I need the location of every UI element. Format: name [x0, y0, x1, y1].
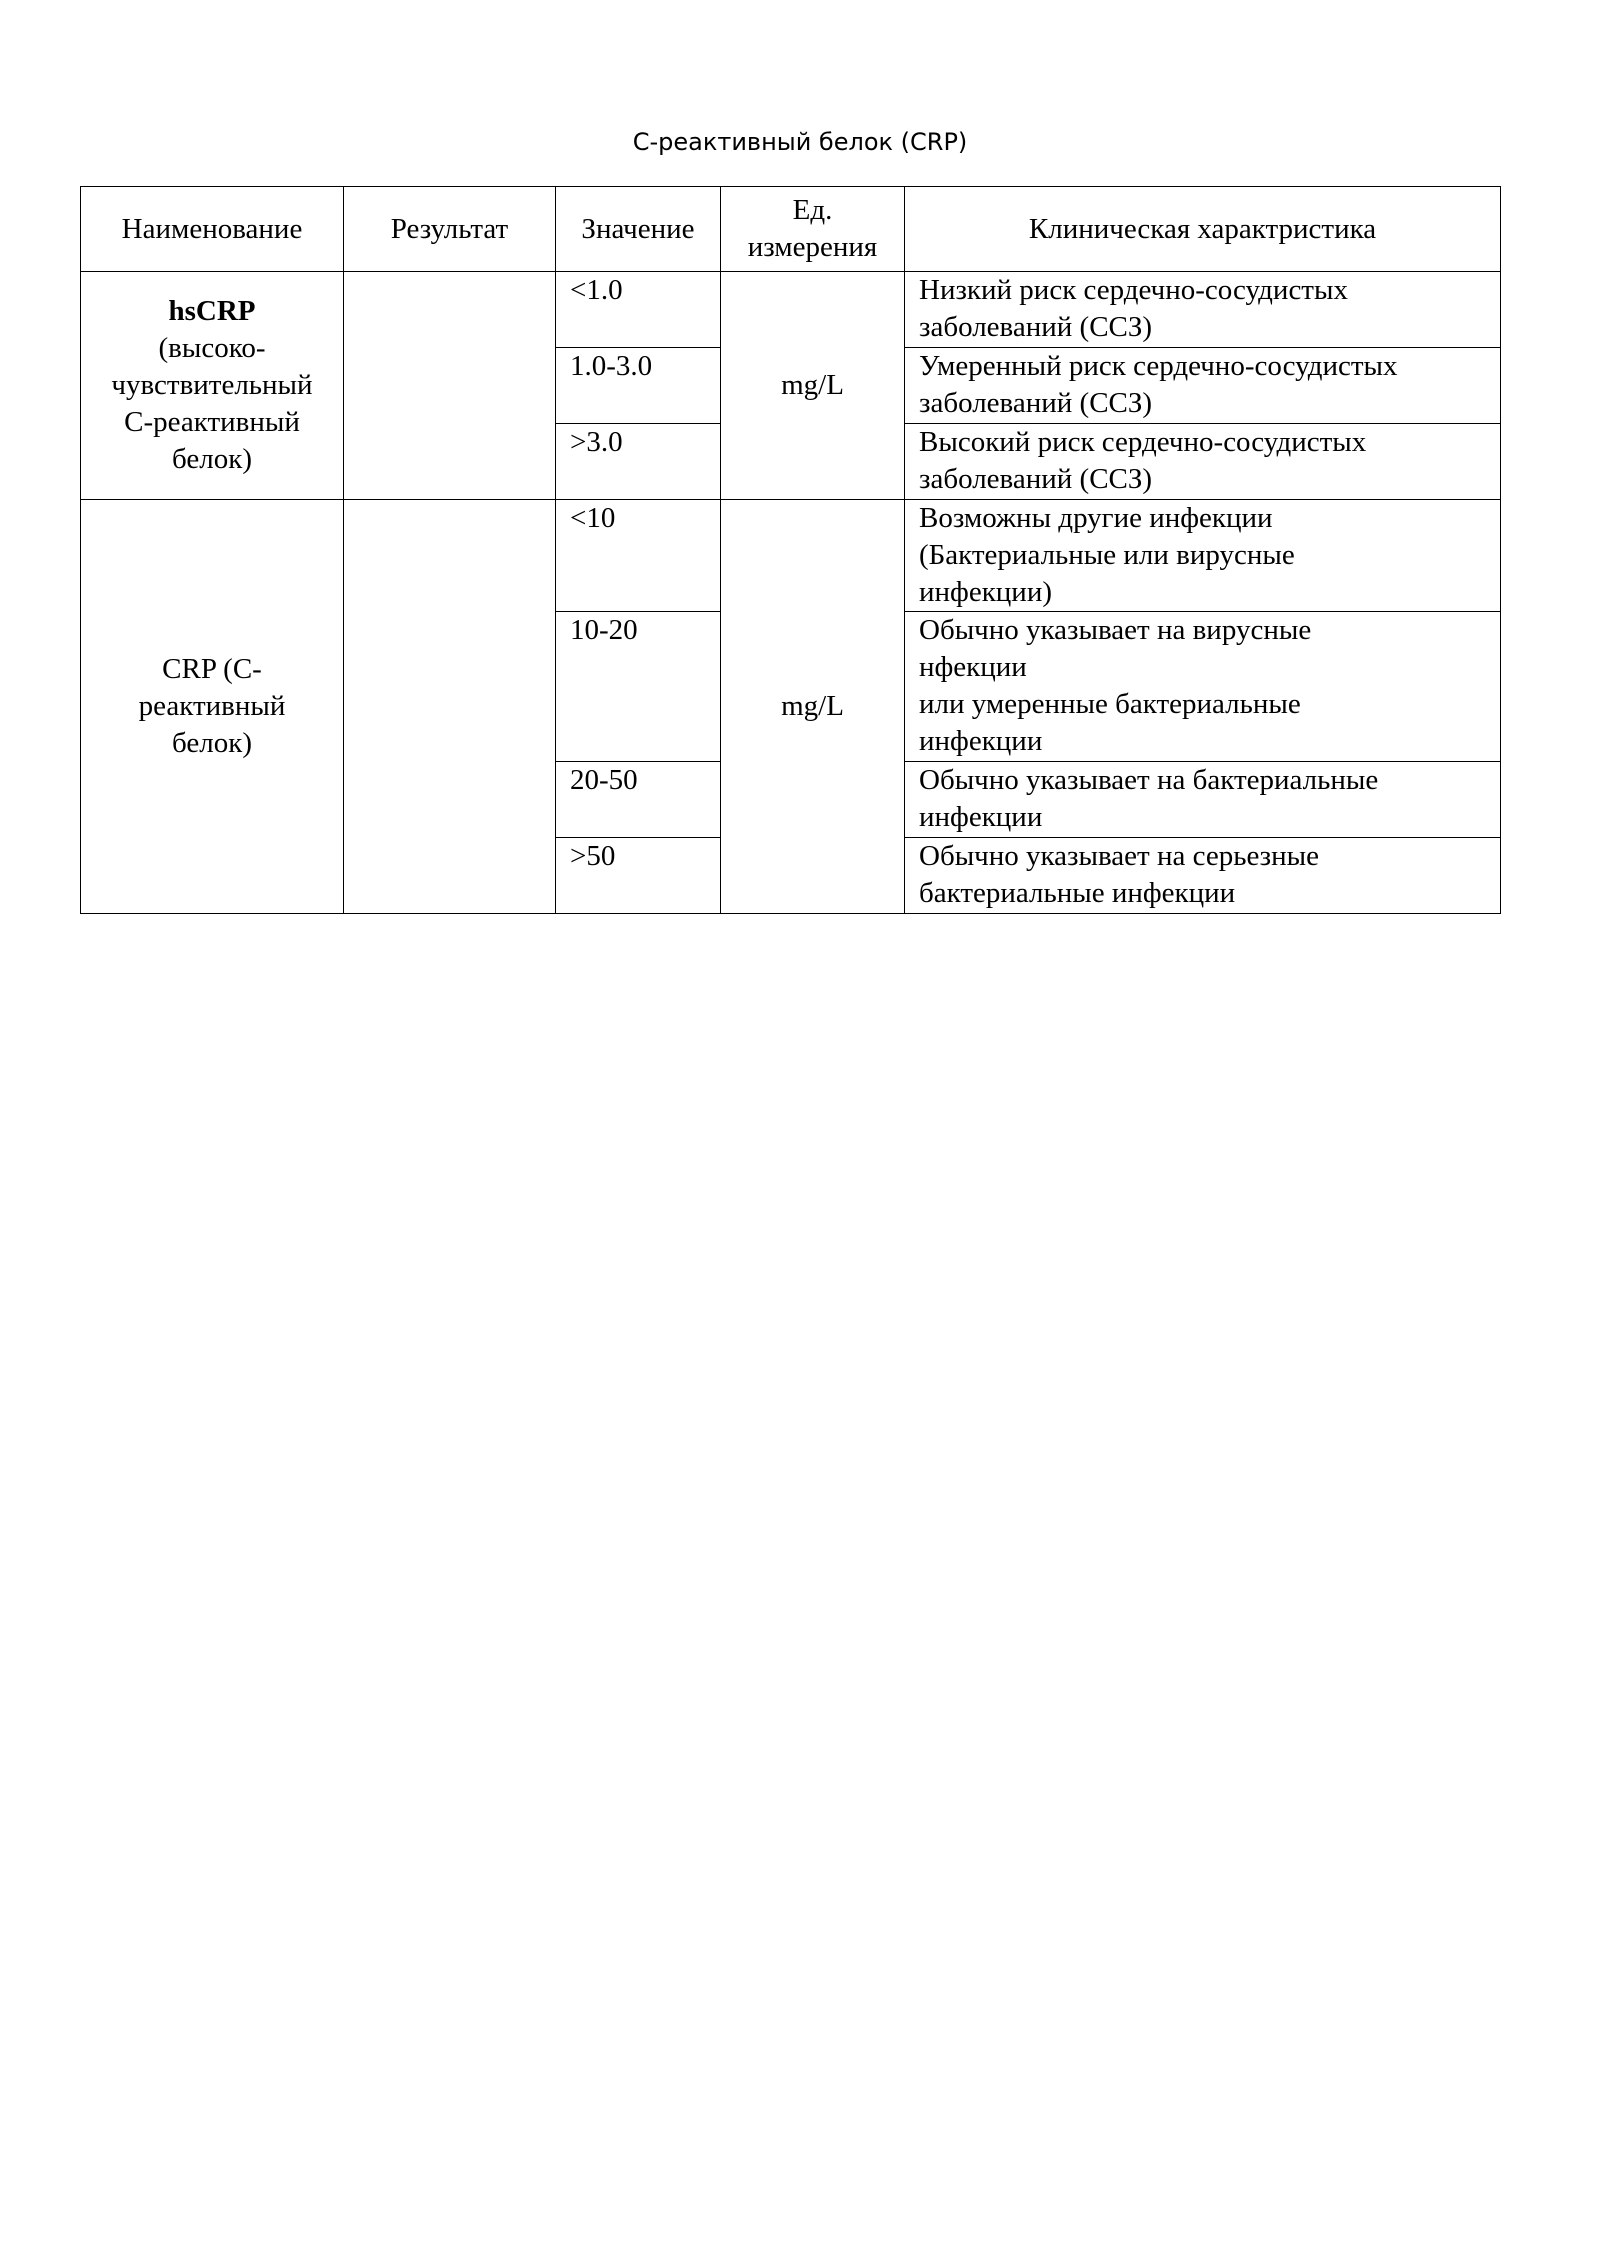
clinical-line: Низкий риск сердечно-сосудистых — [919, 274, 1348, 306]
hscrp-name-line: C-реактивный — [124, 406, 300, 438]
table-row — [81, 500, 1501, 612]
clinical-line: или умеренные бактериальные — [919, 688, 1301, 720]
crp-result-cell[interactable] — [344, 500, 556, 914]
clinical-cell — [905, 500, 1501, 612]
crp-name-line: белок) — [172, 727, 252, 759]
table-row — [81, 272, 1501, 348]
value-cell: <1.0 — [556, 272, 721, 348]
crp-name-cell — [81, 500, 344, 914]
clinical-line: Умеренный риск сердечно-сосудистых — [919, 350, 1398, 382]
clinical-line: инфекции — [919, 725, 1043, 757]
clinical-cell — [905, 838, 1501, 914]
crp-name-line: CRP (C- — [162, 653, 262, 685]
clinical-line: инфекции — [919, 801, 1043, 833]
header-value: Значение — [556, 187, 721, 272]
clinical-cell — [905, 272, 1501, 348]
clinical-line: Обычно указывает на серьезные — [919, 840, 1319, 872]
crp-name-line: реактивный — [138, 690, 286, 722]
hscrp-result-cell[interactable] — [344, 272, 556, 500]
hscrp-unit-cell: mg/L — [721, 272, 905, 500]
clinical-line: Обычно указывает на бактериальные — [919, 764, 1379, 796]
value-cell: 1.0-3.0 — [556, 348, 721, 424]
header-unit-line1: Ед. — [792, 194, 833, 226]
value-cell: >3.0 — [556, 424, 721, 500]
crp-reference-table — [80, 186, 1501, 914]
clinical-line: Возможны другие инфекции — [919, 502, 1273, 534]
hscrp-name-bold: hsCRP — [168, 295, 256, 327]
header-unit — [721, 187, 905, 272]
clinical-line: заболеваний (ССЗ) — [919, 311, 1153, 343]
clinical-line: Обычно указывает на вирусные — [919, 614, 1312, 646]
header-row — [81, 187, 1501, 272]
value-cell: 20-50 — [556, 762, 721, 838]
clinical-line: Высокий риск сердечно-сосудистых — [919, 426, 1367, 458]
clinical-cell — [905, 762, 1501, 838]
header-name: Наименование — [81, 187, 344, 272]
hscrp-name-line: белок) — [172, 443, 252, 475]
clinical-line: заболеваний (ССЗ) — [919, 387, 1153, 419]
hscrp-name-cell — [81, 272, 344, 500]
clinical-line: бактериальные инфекции — [919, 877, 1236, 909]
crp-unit-cell: mg/L — [721, 500, 905, 914]
clinical-cell — [905, 612, 1501, 762]
page-title: C-реактивный белок (CRP) — [632, 128, 968, 156]
clinical-line: заболеваний (ССЗ) — [919, 463, 1153, 495]
clinical-line: (Бактериальные или вирусные — [919, 539, 1295, 571]
clinical-cell — [905, 348, 1501, 424]
clinical-line: нфекции — [919, 651, 1027, 683]
clinical-cell — [905, 424, 1501, 500]
value-cell: >50 — [556, 838, 721, 914]
hscrp-name-line: (высоко- — [158, 332, 266, 364]
hscrp-name-line: чувствительный — [111, 369, 313, 401]
value-cell: 10-20 — [556, 612, 721, 762]
header-result: Результат — [344, 187, 556, 272]
header-clinical: Клиническая характристика — [905, 187, 1501, 272]
clinical-line: инфекции) — [919, 576, 1053, 608]
value-cell: <10 — [556, 500, 721, 612]
header-unit-line2: измерения — [747, 231, 878, 263]
